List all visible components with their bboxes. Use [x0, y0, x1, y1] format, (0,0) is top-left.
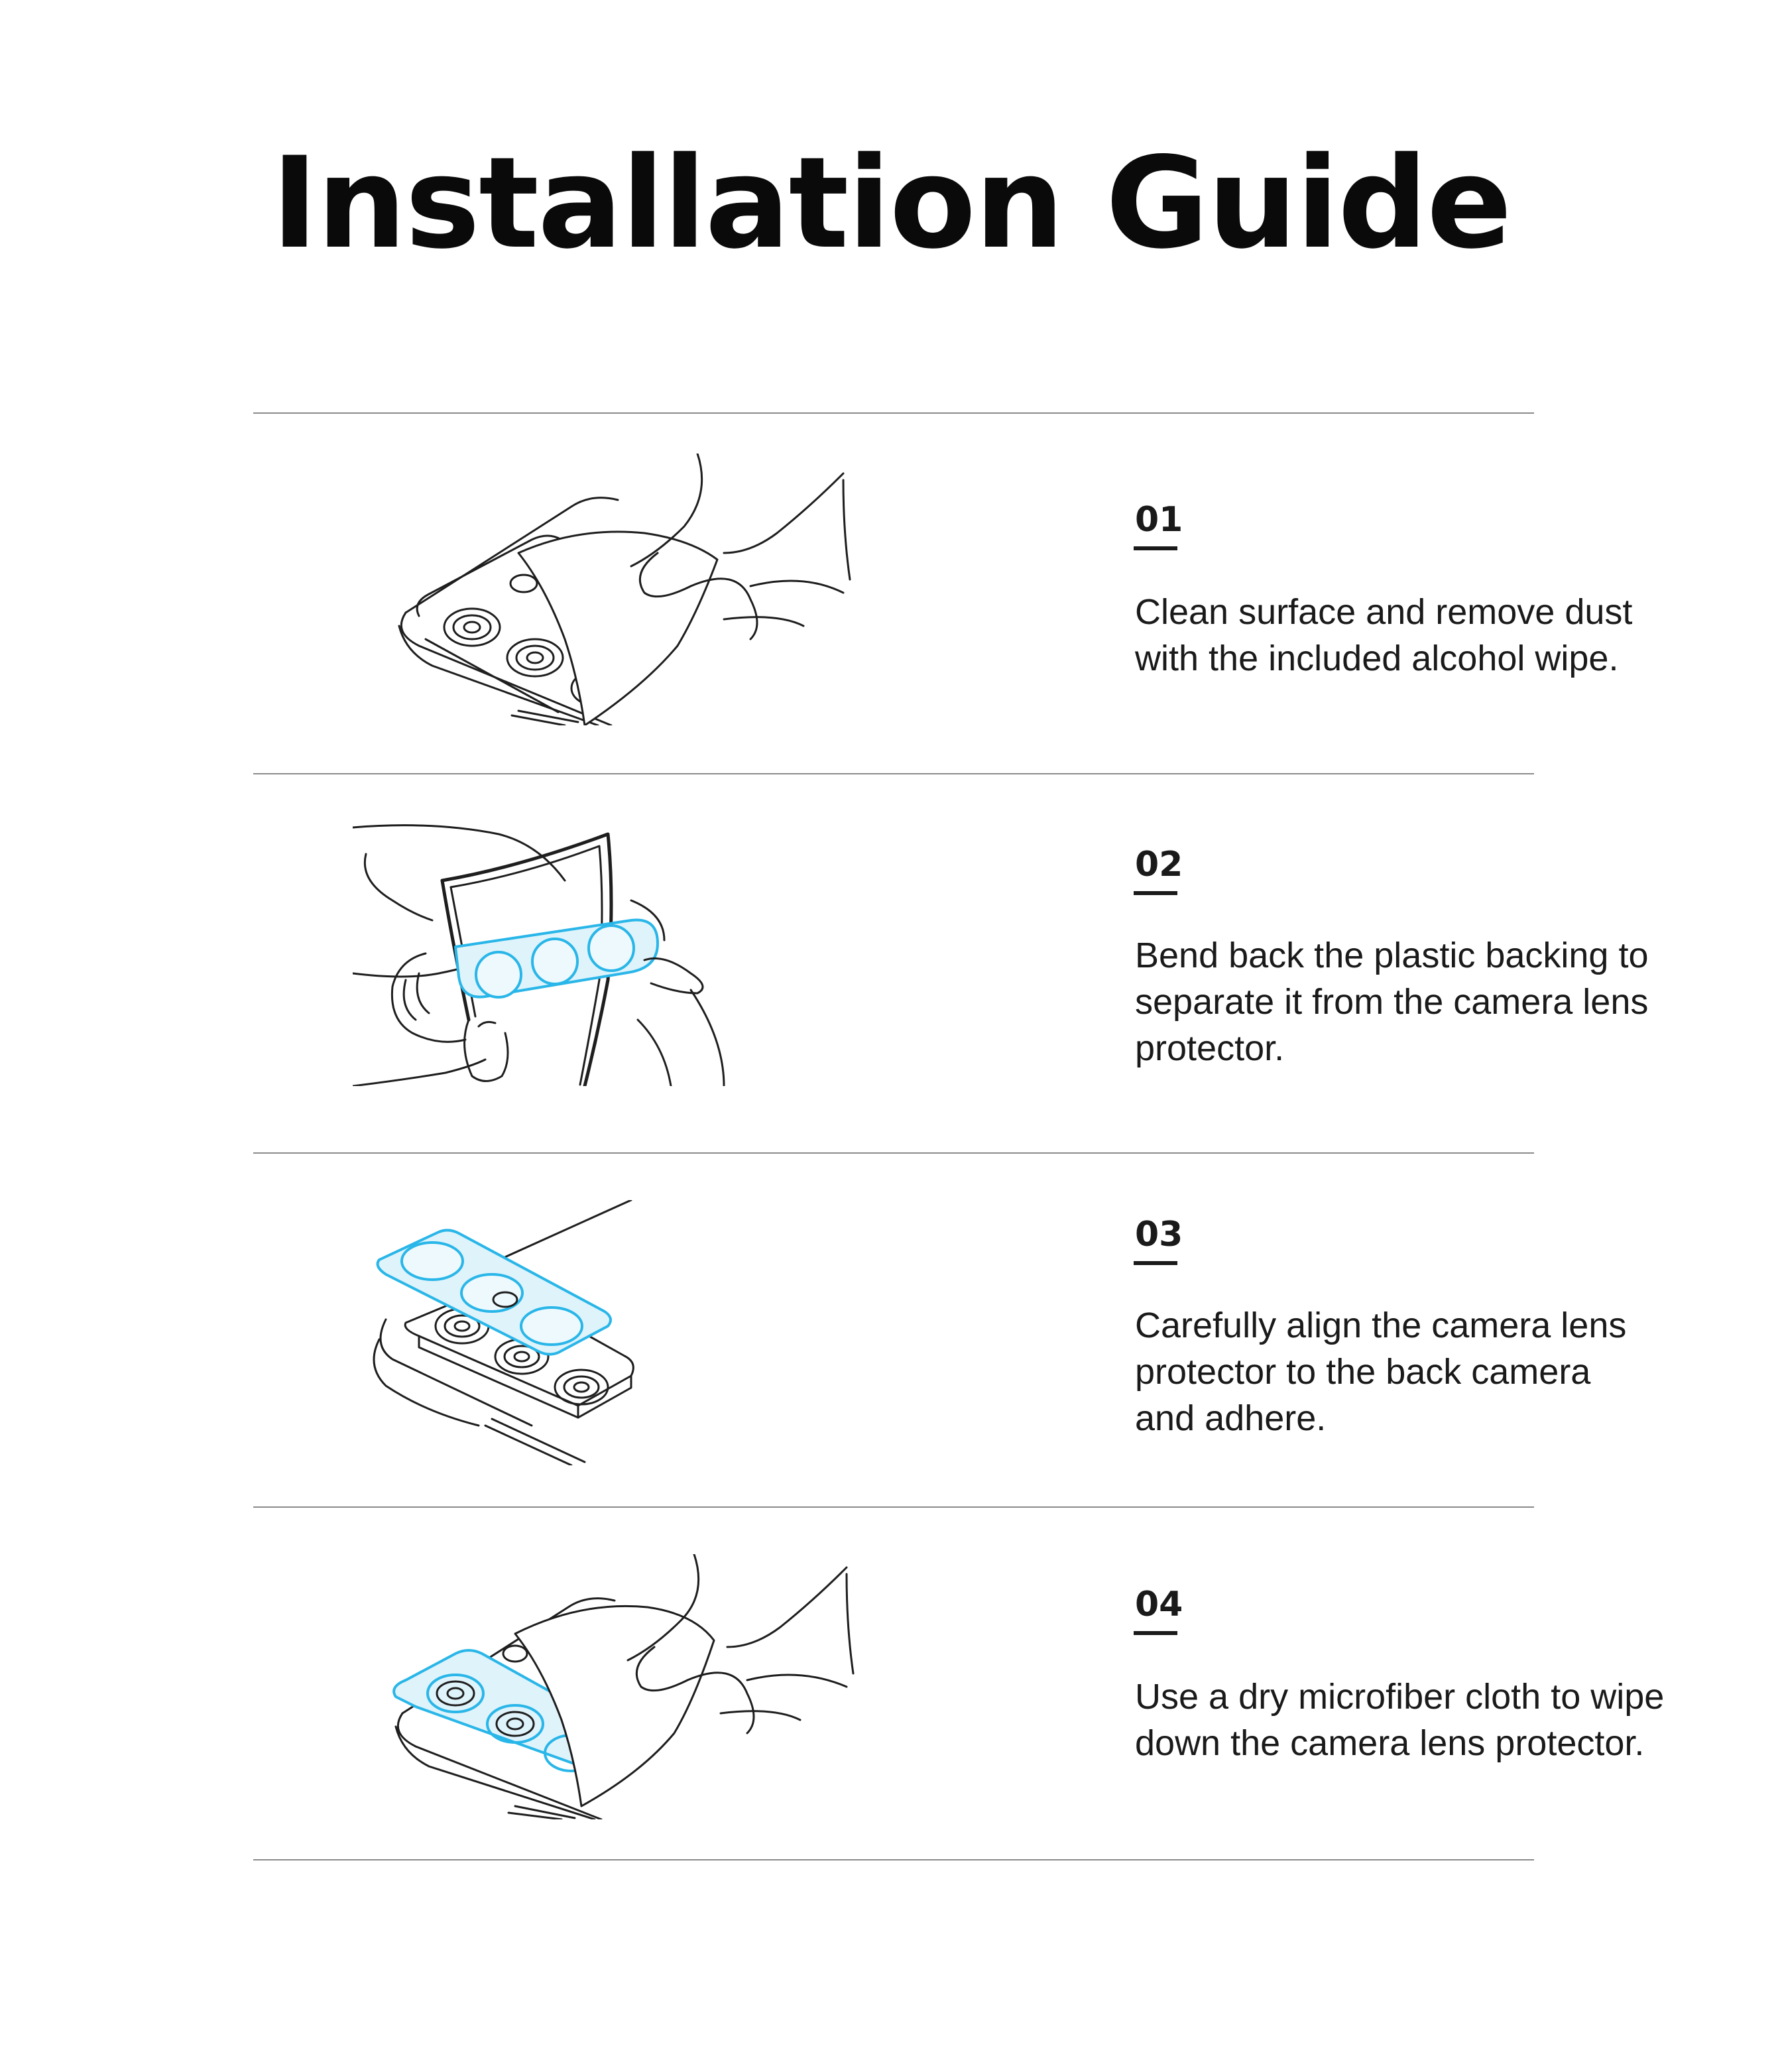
- step-03: [253, 1154, 1627, 1506]
- step-number-underline: [1134, 546, 1177, 550]
- step-number-underline: [1134, 1261, 1177, 1265]
- step-02: [253, 774, 1649, 1152]
- step-number: 03: [1135, 1215, 1183, 1254]
- step-01: [253, 414, 1633, 773]
- step-number: 02: [1135, 845, 1183, 884]
- wipe-camera-illustration: [379, 454, 857, 725]
- step-description: Clean surface and remove dust with the included alcohol wipe.: [1135, 592, 1633, 678]
- step-number: 01: [1135, 500, 1183, 540]
- step-description: Use a dry microfiber cloth to wipe down the camera lens protector.: [1135, 1677, 1665, 1763]
- step-number-underline: [1134, 1631, 1177, 1635]
- divider: [253, 1859, 1534, 1860]
- bend-backing-illustration: [353, 821, 857, 1086]
- step-description: Carefully align the camera lens protector to the back camera and adhere.: [1135, 1306, 1627, 1438]
- step-number-underline: [1134, 891, 1177, 895]
- microfiber-wipe-illustration: [383, 1554, 860, 1819]
- align-protector-illustration: [359, 1200, 757, 1465]
- step-description: Bend back the plastic backing to separate it from the camera lens protector.: [1135, 936, 1649, 1068]
- page-title: Installation Guide: [271, 130, 1511, 276]
- step-04: [253, 1508, 1665, 1859]
- step-number: 04: [1135, 1585, 1183, 1624]
